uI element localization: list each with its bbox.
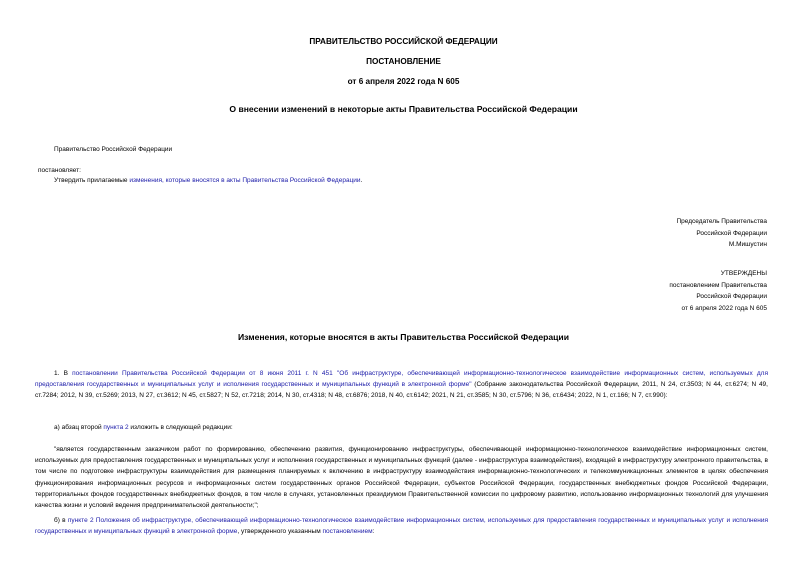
changes-link[interactable]: изменения, которые вносятся в акты Правительства Российской Федерации xyxy=(129,177,361,184)
approve-paragraph xyxy=(54,176,362,185)
document-title: О внесении изменений в некоторые акты Правительства Российской Федерации xyxy=(229,104,578,114)
changes-title: Изменения, которые вносятся в акты Правительства Российской Федерации xyxy=(237,332,569,342)
resolution-link[interactable]: постановлением xyxy=(322,528,373,536)
item-a-paragraph xyxy=(54,423,233,432)
approved-block xyxy=(669,268,767,314)
issuer-text: Правительство Российской Федерации xyxy=(54,146,173,153)
item-a-prefix: а) абзац второй xyxy=(54,424,104,431)
signature-line-3: М.Мишустин xyxy=(728,241,767,248)
item-b-suffix: : xyxy=(372,528,375,536)
point-2-link[interactable]: пункта 2 xyxy=(103,424,129,431)
item-1-rest: (Собрание законодательства Российской Федерации, 2011, N 24, ст.3503; N 44, ст.6274; N 49, ст.7284; 2012, N 39, ст.5269; 2013, N 27, ст.3612; N 45, ст.5827; N 52, ст.7218; 2014, N 30, ст.4318; N 48, ст.6876; 2018, N 40, ст.6142; 2021, N 21, ст.3585; N 30, ст.5796; N 36, ст.6434; 2022, N 1, ст.166; N 7, ст.990): xyxy=(35,381,768,400)
doc-type-heading: ПОСТАНОВЛЕНИЕ xyxy=(366,57,441,66)
item-b-paragraph xyxy=(35,515,768,537)
item-b-middle: , утвержденного указанным xyxy=(237,528,323,536)
approved-line-3: Российской Федерации xyxy=(696,293,767,300)
quote-paragraph: "является государственным заказчиком работ по формированию, обеспечению развития, функционированию инфраструктуры, обеспечивающей информационно-технологическое взаимодействие информационных систем, используемых для предоставления государственных и муниципальных услуг и исполнения государственных и муниципальных функций (далее - инфраструктура взаимодействия), входящей в инфраструктуру электронного правительства, в том числе по подготовке инфраструктуры взаимодействия для размещения планируемых к включению в инфраструктуру взаимодействия информационно-технологических и телекоммуникационных элементов в целях обеспечения функционирования информационных ресурсов и информационных систем государственных органов Российской Федерации, субъектов Российской Федерации, государственных внебюджетных фондов Российской Федерации, территориальных фондов государственных внебюджетных фондов, в том числе в случаях, установленных президиумом Правительственной комиссии по цифровому развитию, использованию информационных технологий для улучшения качества жизни и условий ведения предпринимательской деятельности;"; xyxy=(35,446,768,510)
item-1-paragraph xyxy=(35,368,768,402)
item-1-number: 1. В xyxy=(54,370,73,377)
approved-line-2: постановлением Правительства xyxy=(669,281,767,289)
decides-text: постановляет: xyxy=(38,167,81,174)
item-b-prefix: б) в xyxy=(54,517,68,524)
signature-line-1: Председатель Правительства xyxy=(676,218,767,225)
signature-block xyxy=(676,216,767,251)
approve-suffix: . xyxy=(360,177,363,184)
government-heading: ПРАВИТЕЛЬСТВО РОССИЙСКОЙ ФЕДЕРАЦИИ xyxy=(309,37,498,46)
signature-line-2: Российской Федерации xyxy=(696,229,767,237)
regulation-link[interactable]: пункте 2 Положения об инфраструктуре, обеспечивающей информационно-технологическое взаимодействие информационных систем, используемых для предоставления государственных и муниципальных услуг и исполнения государственных и муниципальных функций в электронной форме xyxy=(35,517,769,536)
item-a-suffix: изложить в следующей редакции: xyxy=(128,424,233,431)
approved-line-1: УТВЕРЖДЕНЫ xyxy=(720,270,767,277)
approve-prefix: Утвердить прилагаемые xyxy=(54,177,130,184)
approved-line-4: от 6 апреля 2022 года N 605 xyxy=(681,304,767,312)
resolution-451-link[interactable]: постановлении Правительства Российской Федерации от 8 июня 2011 г. N 451 "Об инфраструктуре, обеспечивающей информационно-технологическое взаимодействие информационных систем, используемых для предоставления государственных и муниципальных услуг и исполнения государственных и муниципальных функций в электронной форме" xyxy=(35,370,768,389)
date-number-heading: от 6 апреля 2022 года N 605 xyxy=(347,77,460,86)
